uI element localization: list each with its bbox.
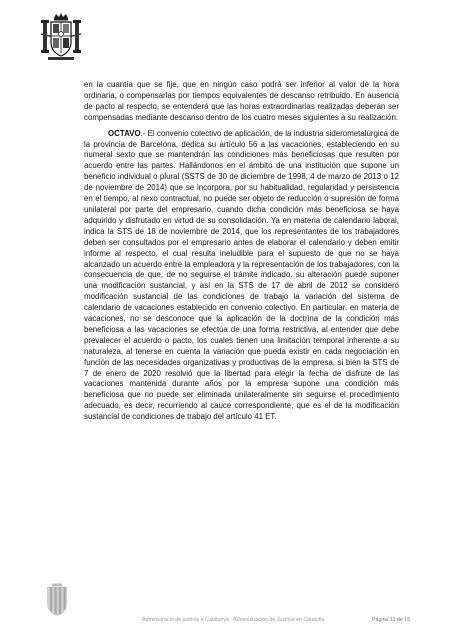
paragraph-hours-compensation: en la cuantía que se fije, que en ningún caso podrá ser inferior al valor de la hora ordinaria, o compensarlas por tiempos equivalentes de descanso retribuido. En ausencia de pacto al respecto, se entenderá que las horas extraordinarias realizadas deberán ser compensadas mediante descanso dentro de los cuatro meses siguientes a su realización. xyxy=(84,80,399,122)
catalonia-justice-logo-icon xyxy=(46,583,68,617)
paragraph-octavo-text: .- El convenio colectivo de aplicación, de la industria siderometalúrgica de la provincia de Barcelona, dedica su artículo 56 a las vacaciones, estableciendo en su numeral sexto que se mantendrán las condiciones más beneficiosas que resulten por acuerdo entre las partes. Hallándonos en el ámbito de una institución que supone un beneficio individual o plural (SSTS de 30 de diciembre de 1998, 4 de marzo de 2013 o 12 de noviembre de 2014) que se incorpora, por su habitualidad, regularidad y persistencia en el tiempo, al nexo contractual, no puede ser objeto de reducción o supresión de forma unilateral por parte del empresario, cuando dicha condición más beneficiosa se haya adquirido y disfrutado en virtud de su consolidación. Ya en materia de calendario laboral, indica la STS de 18 de noviembre de 2014, que los representantes de los trabajadores deben ser consultados por el empresario antes de elaborar el calendario y deben emitir informe al respecto, el cual resulta ineludible para el supuesto de que no se haya alcanzado un acuerdo entre la empleadora y la representación de los trabajadores, con la consecuencia de que, de no seguirse el trámite indicado, su alteración puede suponer una modificación sustancial, y así en la STS de 17 de abril de 2012 se consideró modificación sustancial de las condiciones de trabajo la variación del sistema de calendario de vacaciones establecido en convenio colectivo. En particular, en materia de vacaciones, no se desconoce que la aplicación de la doctrina de la condición más beneficiosa a las vacaciones se efectúa de una forma restrictiva, al entender que debe prevalecer el acuerdo o pacto, los cuales tienen una limitación temporal inherente a su naturaleza, al tenerse en cuenta la variación que pueda existir en cada negociación en función de las necesidades organizativas y productivas de la empresa, si bien la STS de 7 de enero de 2020 resolvió que la libertad para elegir la fecha de disfrute de las vacaciones mantenida durante años por la empresa supone una condición más beneficiosa que no puede ser eliminada unilateralmente sin seguirse el procedimiento adecuado, es decir, recurriendo al cauce correspondiente, que es el de la modificación sustancial de condiciones de trabajo del artículo 41 ET. xyxy=(84,128,399,422)
section-heading: OCTAVO xyxy=(108,128,141,138)
page-number: Página 11 de 15 xyxy=(372,617,411,623)
paragraph-octavo xyxy=(84,129,399,423)
spanish-coat-of-arms-icon xyxy=(40,12,82,64)
document-body xyxy=(84,80,399,423)
footer-text: Administració de justícia a Catalunya · Administración de Justicia en Cataluña xyxy=(142,617,325,623)
